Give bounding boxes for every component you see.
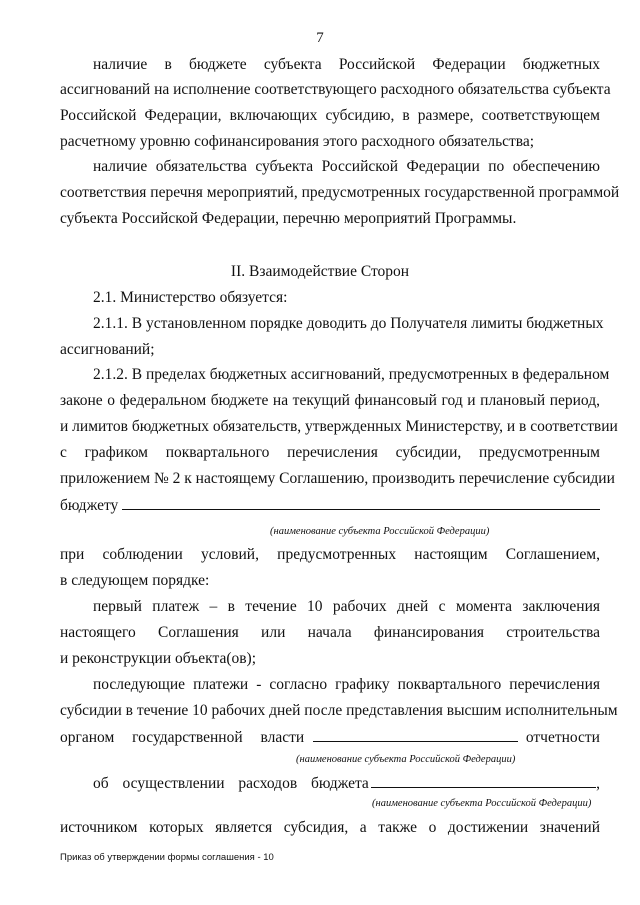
fill-in-line — [93, 773, 600, 794]
fill-in-line — [60, 495, 600, 516]
paragraph-line: приложением № 2 к настоящему Соглашению, производить перечисление субсидии — [60, 470, 615, 487]
fill-in-line — [60, 727, 600, 748]
paragraph-line: наличие обязательства субъекта Российской Федерации по обеспечению — [93, 158, 600, 175]
line-text: об осуществлении расходов бюджета — [93, 775, 369, 792]
paragraph-line: источником которых является субсидия, а также о достижении значений — [60, 819, 600, 836]
paragraph-line: и лимитов бюджетных обязательств, утвержденных Министерству, и в соответствии — [60, 418, 618, 435]
page-footer: Приказ об утверждении формы соглашения - 10 — [60, 852, 274, 863]
paragraph-line: ассигнований; — [60, 341, 155, 358]
line-prefix: бюджету — [60, 497, 119, 514]
paragraph-line: 2.1.1. В установленном порядке доводить до Получателя лимиты бюджетных — [93, 315, 604, 332]
paragraph-line: 2.1.2. В пределах бюджетных ассигнований, предусмотренных в федеральном — [93, 366, 610, 383]
paragraph-line: наличие в бюджете субъекта Российской Федерации бюджетных — [93, 56, 600, 73]
paragraph-line: и реконструкции объекта(ов); — [60, 650, 257, 667]
paragraph-line: соответствия перечня мероприятий, предусмотренных государственной программой — [60, 184, 620, 201]
paragraph-line: настоящего Соглашения или начала финансирования строительства — [60, 624, 600, 641]
field-caption: (наименование субъекта Российской Федерации) — [296, 754, 516, 765]
paragraph-line: последующие платежи - согласно графику поквартального перечисления — [93, 676, 600, 693]
paragraph-line: субсидии в течение 10 рабочих дней после представления высшим исполнительным — [60, 702, 618, 719]
paragraph-line: законе о федеральном бюджете на текущий финансовый год и плановый период, — [60, 392, 600, 409]
paragraph-line: субъекта Российской Федерации, перечню мероприятий Программы. — [60, 210, 517, 227]
paragraph-line: 2.1. Министерство обязуется: — [93, 289, 288, 306]
page-number: 7 — [316, 30, 324, 46]
section-heading: II. Взаимодействие Сторон — [230, 263, 410, 280]
line-text: , — [596, 775, 600, 792]
paragraph-line: Российской Федерации, включающих субсидию, в размере, соответствующем — [60, 107, 600, 124]
field-caption: (наименование субъекта Российской Федерации) — [270, 526, 490, 537]
line-text: органом государственной власти — [60, 729, 305, 746]
blank-field[interactable] — [122, 495, 600, 510]
blank-field[interactable] — [371, 773, 596, 788]
blank-field[interactable] — [313, 727, 518, 742]
paragraph-line: расчетному уровню софинансирования этого расходного обязательства; — [60, 133, 535, 150]
paragraph-line: в следующем порядке: — [60, 572, 210, 589]
paragraph-line: с графиком поквартального перечисления субсидии, предусмотренным — [60, 444, 600, 461]
paragraph-line: ассигнований на исполнение соответствующего расходного обязательства субъекта — [60, 81, 611, 98]
field-caption: (наименование субъекта Российской Федерации) — [372, 798, 592, 809]
line-text: отчетности — [525, 729, 600, 746]
paragraph-line: при соблюдении условий, предусмотренных настоящим Соглашением, — [60, 546, 600, 563]
paragraph-line: первый платеж – в течение 10 рабочих дней с момента заключения — [93, 598, 600, 615]
